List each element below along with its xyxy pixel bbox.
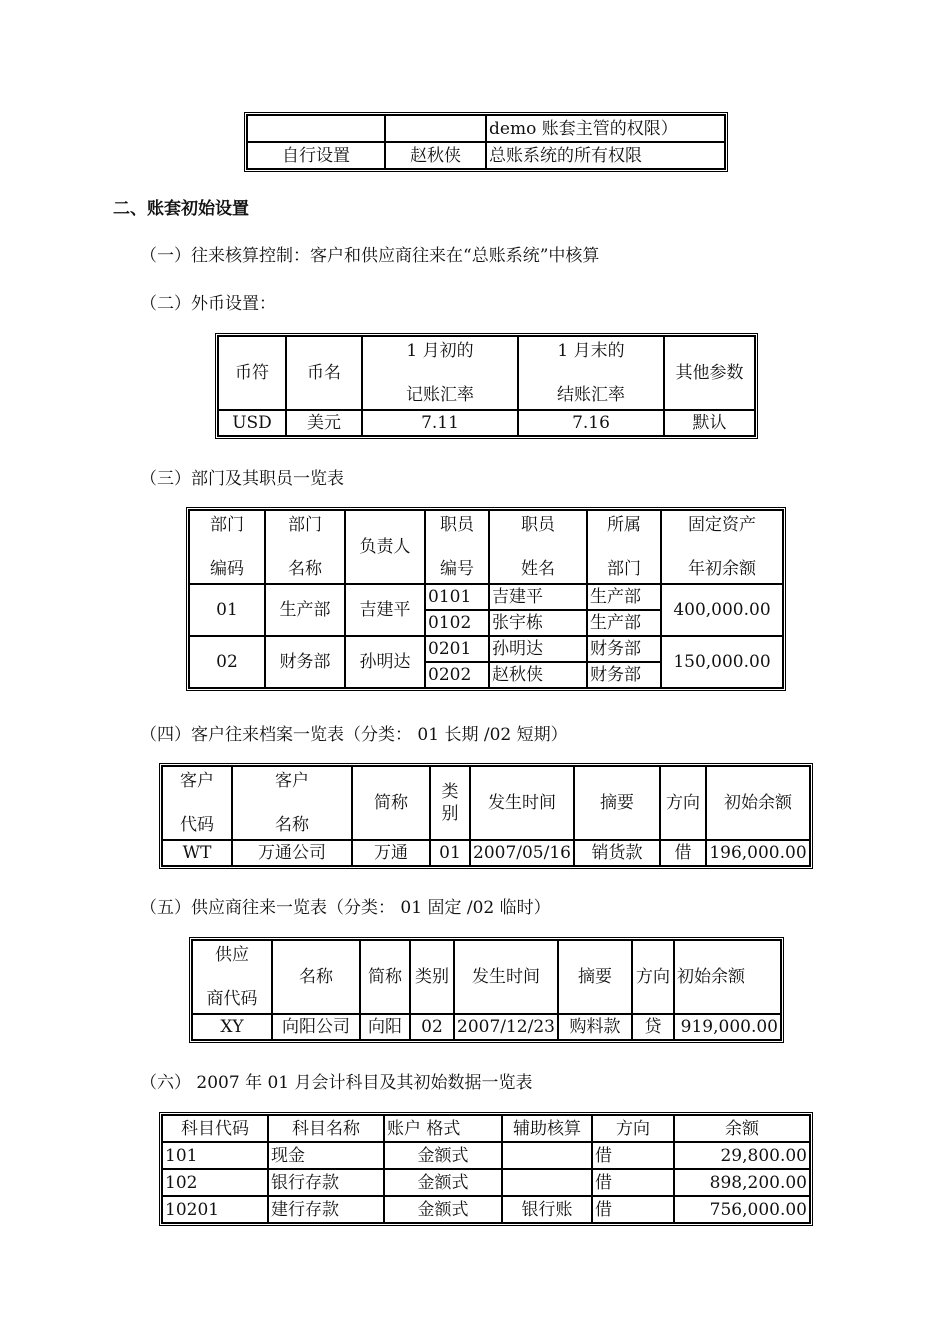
cell: 孙明达 (489, 636, 587, 662)
cell: USD (218, 410, 286, 436)
header-cell: 客户 名称 (232, 766, 352, 840)
cell: 02 (410, 1014, 454, 1040)
header-cell: 账户 格式 (384, 1115, 502, 1142)
cell: 01 (430, 840, 470, 866)
cell: 150,000.00 (661, 636, 783, 688)
cell: 2007/12/23 (454, 1014, 558, 1040)
perm-cell: demo 账套主管的权限） (486, 115, 725, 142)
header-cell: 职员 编号 (425, 510, 489, 584)
customer-table (159, 763, 813, 869)
cell: 金额式 (384, 1196, 502, 1223)
department-table (186, 507, 786, 691)
cell: 向阳 (360, 1014, 410, 1040)
paragraph: （三）部门及其职员一览表 (140, 469, 344, 489)
header-cell: 供应 商代码 (192, 940, 272, 1014)
cell: 7.16 (518, 410, 664, 436)
cell: 银行存款 (268, 1169, 384, 1196)
header-cell: 负责人 (345, 510, 425, 584)
cell: 0202 (425, 662, 489, 688)
cell: 生产部 (265, 584, 345, 636)
header-cell: 余额 (674, 1115, 810, 1142)
header-cell: 币名 (286, 336, 362, 410)
header-cell: 所属 部门 (587, 510, 661, 584)
paragraph: （五）供应商往来一览表（分类： 01 固定 /02 临时） (140, 898, 551, 918)
cell: 美元 (286, 410, 362, 436)
header-cell: 科目名称 (268, 1115, 384, 1142)
header-cell: 部门 编码 (189, 510, 265, 584)
cell: 借 (592, 1142, 674, 1169)
cell: 102 (162, 1169, 268, 1196)
cell: WT (162, 840, 232, 866)
section-heading: 二、账套初始设置 (113, 199, 249, 219)
header-cell: 简称 (352, 766, 430, 840)
header-cell: 客户 代码 (162, 766, 232, 840)
header-cell: 初始余额 (674, 940, 781, 1014)
cell: 01 (189, 584, 265, 636)
header-cell: 方向 (632, 940, 674, 1014)
cell: 400,000.00 (661, 584, 783, 636)
paragraph: （四）客户往来档案一览表（分类： 01 长期 /02 短期） (140, 725, 568, 745)
cell: 银行账 (502, 1196, 592, 1223)
cell: 7.11 (362, 410, 518, 436)
cell: 919,000.00 (674, 1014, 781, 1040)
cell: 默认 (664, 410, 755, 436)
header-cell: 摘要 (574, 766, 660, 840)
cell: 孙明达 (345, 636, 425, 688)
header-cell: 发生时间 (470, 766, 574, 840)
header-cell: 类 别 (430, 766, 470, 840)
perm-cell: 赵秋侠 (385, 142, 486, 169)
cell: 赵秋侠 (489, 662, 587, 688)
header-cell: 1 月末的 结账汇率 (518, 336, 664, 410)
currency-table (215, 333, 758, 439)
cell: 02 (189, 636, 265, 688)
perm-cell (247, 115, 385, 142)
cell: 101 (162, 1142, 268, 1169)
cell: 贷 (632, 1014, 674, 1040)
cell: 现金 (268, 1142, 384, 1169)
cell: 10201 (162, 1196, 268, 1223)
paragraph: （一）往来核算控制：客户和供应商往来在“总账系统”中核算 (140, 246, 600, 266)
cell: 向阳公司 (272, 1014, 360, 1040)
header-cell: 名称 (272, 940, 360, 1014)
cell: 898,200.00 (674, 1169, 810, 1196)
header-cell: 科目代码 (162, 1115, 268, 1142)
cell: 0201 (425, 636, 489, 662)
cell: 财务部 (265, 636, 345, 688)
cell: 金额式 (384, 1169, 502, 1196)
supplier-table (189, 937, 784, 1043)
cell: 财务部 (587, 662, 661, 688)
header-cell: 辅助核算 (502, 1115, 592, 1142)
header-cell: 部门 名称 (265, 510, 345, 584)
header-cell: 1 月初的 记账汇率 (362, 336, 518, 410)
cell: 生产部 (587, 584, 661, 610)
paragraph: （二）外币设置： (140, 294, 276, 314)
cell: 金额式 (384, 1142, 502, 1169)
cell: 0101 (425, 584, 489, 610)
cell: 0102 (425, 610, 489, 636)
cell (502, 1142, 592, 1169)
header-cell: 发生时间 (454, 940, 558, 1014)
cell: 借 (592, 1169, 674, 1196)
cell (502, 1169, 592, 1196)
paragraph: （六） 2007 年 01 月会计科目及其初始数据一览表 (140, 1073, 533, 1093)
cell: 销货款 (574, 840, 660, 866)
header-cell: 方向 (592, 1115, 674, 1142)
permission-table (244, 112, 728, 172)
header-cell: 固定资产 年初余额 (661, 510, 783, 584)
cell: 建行存款 (268, 1196, 384, 1223)
perm-cell: 总账系统的所有权限 (486, 142, 725, 169)
cell: 2007/05/16 (470, 840, 574, 866)
perm-cell (385, 115, 486, 142)
header-cell: 摘要 (558, 940, 632, 1014)
cell: 财务部 (587, 636, 661, 662)
cell: XY (192, 1014, 272, 1040)
cell: 万通 (352, 840, 430, 866)
cell: 万通公司 (232, 840, 352, 866)
header-cell: 简称 (360, 940, 410, 1014)
cell: 生产部 (587, 610, 661, 636)
cell: 吉建平 (345, 584, 425, 636)
cell: 购料款 (558, 1014, 632, 1040)
account-table (159, 1112, 813, 1226)
header-cell: 其他参数 (664, 336, 755, 410)
cell: 756,000.00 (674, 1196, 810, 1223)
cell: 吉建平 (489, 584, 587, 610)
header-cell: 类别 (410, 940, 454, 1014)
header-cell: 币符 (218, 336, 286, 410)
cell: 借 (660, 840, 706, 866)
cell: 196,000.00 (706, 840, 810, 866)
header-cell: 初始余额 (706, 766, 810, 840)
cell: 借 (592, 1196, 674, 1223)
cell: 29,800.00 (674, 1142, 810, 1169)
cell: 张宇栋 (489, 610, 587, 636)
header-cell: 职员 姓名 (489, 510, 587, 584)
perm-cell: 自行设置 (247, 142, 385, 169)
header-cell: 方向 (660, 766, 706, 840)
